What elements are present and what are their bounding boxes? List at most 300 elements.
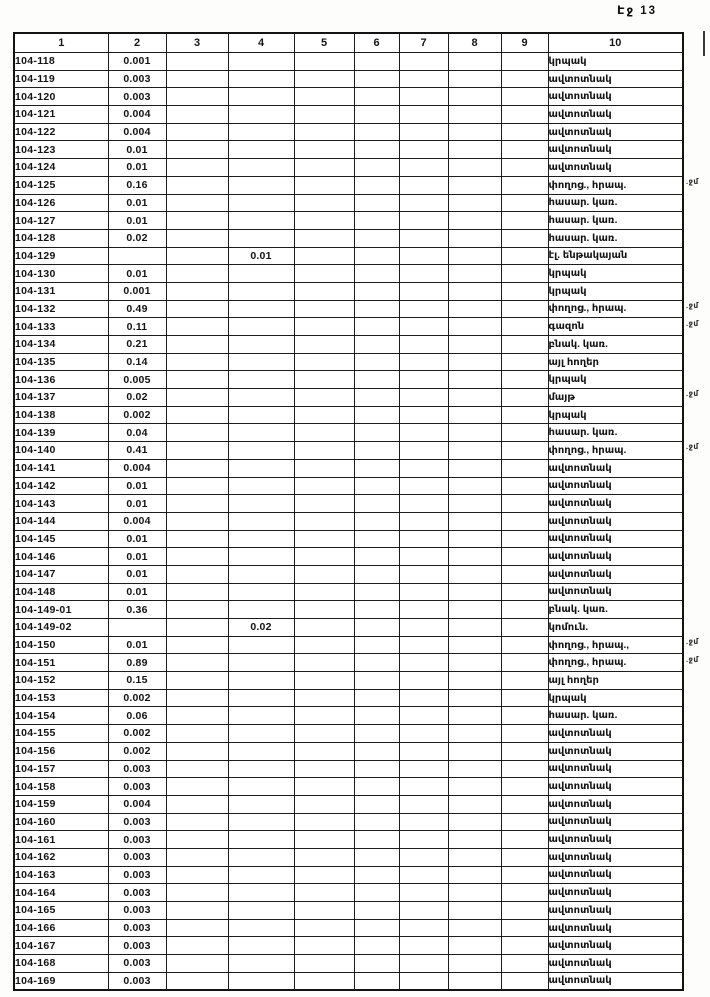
empty-cell xyxy=(399,282,448,300)
table-row xyxy=(14,442,683,460)
empty-cell xyxy=(501,884,548,902)
secondary-area-cell xyxy=(228,601,294,619)
empty-cell xyxy=(294,212,354,230)
empty-cell xyxy=(448,672,501,690)
table-row xyxy=(14,70,683,88)
empty-cell xyxy=(294,707,354,725)
parcel-id-cell: 104-154 xyxy=(14,707,108,725)
empty-cell xyxy=(448,159,501,177)
empty-cell xyxy=(399,495,448,513)
empty-cell xyxy=(354,353,399,371)
empty-cell xyxy=(501,583,548,601)
area-cell: 0.004 xyxy=(108,123,166,141)
empty-cell xyxy=(354,371,399,389)
empty-cell xyxy=(354,619,399,637)
empty-cell xyxy=(399,689,448,707)
parcel-id-cell: 104-125 xyxy=(14,176,108,194)
area-cell: 0.01 xyxy=(108,159,166,177)
empty-cell xyxy=(166,689,228,707)
empty-cell xyxy=(448,212,501,230)
empty-cell xyxy=(501,318,548,336)
empty-cell xyxy=(166,955,228,973)
empty-cell xyxy=(501,459,548,477)
secondary-area-cell xyxy=(228,123,294,141)
land-use-cell: ավտոտնակ xyxy=(548,565,683,583)
table-row xyxy=(14,477,683,495)
empty-cell xyxy=(448,229,501,247)
empty-cell xyxy=(294,389,354,407)
parcel-id-cell: 104-135 xyxy=(14,353,108,371)
area-cell: 0.003 xyxy=(108,866,166,884)
land-use-cell: հասար. կառ. xyxy=(548,229,683,247)
table-row xyxy=(14,265,683,283)
empty-cell xyxy=(448,459,501,477)
parcel-id-cell: 104-128 xyxy=(14,229,108,247)
empty-cell xyxy=(166,619,228,637)
empty-cell xyxy=(399,548,448,566)
empty-cell xyxy=(501,689,548,707)
table-row xyxy=(14,831,683,849)
empty-cell xyxy=(501,265,548,283)
empty-cell xyxy=(501,406,548,424)
table-row xyxy=(14,813,683,831)
empty-cell xyxy=(448,300,501,318)
empty-cell xyxy=(294,760,354,778)
parcel-id-cell: 104-127 xyxy=(14,212,108,230)
empty-cell xyxy=(294,654,354,672)
empty-cell xyxy=(166,371,228,389)
land-use-cell: հասար. կառ. xyxy=(548,707,683,725)
secondary-area-cell xyxy=(228,848,294,866)
empty-cell xyxy=(399,902,448,920)
empty-cell xyxy=(354,265,399,283)
land-use-cell: ավտոտնակ xyxy=(548,141,683,159)
empty-cell xyxy=(354,548,399,566)
empty-cell xyxy=(294,937,354,955)
land-use-cell: բնակ. կառ. xyxy=(548,601,683,619)
secondary-area-cell xyxy=(228,212,294,230)
empty-cell xyxy=(448,548,501,566)
land-use-cell: ավտոտնակ xyxy=(548,955,683,973)
empty-cell xyxy=(354,406,399,424)
empty-cell xyxy=(354,848,399,866)
area-cell: 0.003 xyxy=(108,884,166,902)
empty-cell xyxy=(294,955,354,973)
parcel-id-cell: 104-136 xyxy=(14,371,108,389)
empty-cell xyxy=(166,831,228,849)
area-cell: 0.005 xyxy=(108,371,166,389)
table-row xyxy=(14,565,683,583)
empty-cell xyxy=(501,300,548,318)
empty-cell xyxy=(294,548,354,566)
empty-cell xyxy=(399,406,448,424)
parcel-id-cell: 104-153 xyxy=(14,689,108,707)
empty-cell xyxy=(354,742,399,760)
parcel-id-cell: 104-148 xyxy=(14,583,108,601)
area-cell: 0.01 xyxy=(108,477,166,495)
table-row xyxy=(14,884,683,902)
area-cell: 0.01 xyxy=(108,194,166,212)
table-row xyxy=(14,583,683,601)
table-row xyxy=(14,123,683,141)
land-use-cell: ավտոտնակ xyxy=(548,530,683,548)
land-use-cell: ավտոտնակ xyxy=(548,760,683,778)
parcel-id-cell: 104-159 xyxy=(14,795,108,813)
empty-cell xyxy=(501,707,548,725)
empty-cell xyxy=(294,619,354,637)
empty-cell xyxy=(501,866,548,884)
area-cell: 0.89 xyxy=(108,654,166,672)
land-use-cell: ավտոտնակ xyxy=(548,70,683,88)
margin-note: .ջմ xyxy=(686,637,699,647)
land-use-cell: կրպակ xyxy=(548,406,683,424)
empty-cell xyxy=(166,742,228,760)
empty-cell xyxy=(448,795,501,813)
empty-cell xyxy=(448,530,501,548)
empty-cell xyxy=(354,194,399,212)
empty-cell xyxy=(399,707,448,725)
land-use-cell: կոմուն. xyxy=(548,619,683,637)
parcel-id-cell: 104-121 xyxy=(14,106,108,124)
empty-cell xyxy=(399,742,448,760)
secondary-area-cell xyxy=(228,88,294,106)
empty-cell xyxy=(399,424,448,442)
empty-cell xyxy=(399,619,448,637)
empty-cell xyxy=(166,318,228,336)
secondary-area-cell xyxy=(228,442,294,460)
empty-cell xyxy=(448,919,501,937)
empty-cell xyxy=(294,176,354,194)
area-cell: 0.002 xyxy=(108,689,166,707)
empty-cell xyxy=(166,672,228,690)
table-header-row xyxy=(14,33,683,53)
table-row xyxy=(14,106,683,124)
margin-note: .ջմ xyxy=(686,300,699,310)
parcel-id-cell: 104-130 xyxy=(14,265,108,283)
area-cell: 0.06 xyxy=(108,707,166,725)
land-register-table xyxy=(13,32,684,991)
land-use-cell: փողոց., հրապ. xyxy=(548,654,683,672)
area-cell: 0.003 xyxy=(108,848,166,866)
secondary-area-cell xyxy=(228,866,294,884)
empty-cell xyxy=(399,760,448,778)
area-cell: 0.003 xyxy=(108,919,166,937)
empty-cell xyxy=(354,282,399,300)
empty-cell xyxy=(448,353,501,371)
empty-cell xyxy=(166,282,228,300)
empty-cell xyxy=(501,760,548,778)
empty-cell xyxy=(354,955,399,973)
area-cell: 0.01 xyxy=(108,530,166,548)
table-row xyxy=(14,654,683,672)
empty-cell xyxy=(294,141,354,159)
secondary-area-cell xyxy=(228,53,294,71)
empty-cell xyxy=(354,919,399,937)
empty-cell xyxy=(501,159,548,177)
land-use-cell: ավտոտնակ xyxy=(548,123,683,141)
empty-cell xyxy=(166,813,228,831)
parcel-id-cell: 104-151 xyxy=(14,654,108,672)
empty-cell xyxy=(501,848,548,866)
parcel-id-cell: 104-123 xyxy=(14,141,108,159)
secondary-area-cell xyxy=(228,530,294,548)
empty-cell xyxy=(448,141,501,159)
table-row xyxy=(14,848,683,866)
empty-cell xyxy=(166,70,228,88)
empty-cell xyxy=(294,229,354,247)
land-use-cell: ավտոտնակ xyxy=(548,159,683,177)
secondary-area-cell xyxy=(228,229,294,247)
table-row xyxy=(14,141,683,159)
area-cell: 0.003 xyxy=(108,902,166,920)
empty-cell xyxy=(166,194,228,212)
land-use-cell: ավտոտնակ xyxy=(548,795,683,813)
empty-cell xyxy=(294,318,354,336)
empty-cell xyxy=(354,583,399,601)
empty-cell xyxy=(448,336,501,354)
secondary-area-cell xyxy=(228,636,294,654)
parcel-id-cell: 104-155 xyxy=(14,725,108,743)
empty-cell xyxy=(294,919,354,937)
empty-cell xyxy=(294,742,354,760)
empty-cell xyxy=(294,106,354,124)
table-row xyxy=(14,194,683,212)
empty-cell xyxy=(399,229,448,247)
empty-cell xyxy=(166,937,228,955)
empty-cell xyxy=(501,371,548,389)
area-cell: 0.004 xyxy=(108,106,166,124)
secondary-area-cell: 0.02 xyxy=(228,619,294,637)
area-cell: 0.003 xyxy=(108,760,166,778)
area-cell: 0.004 xyxy=(108,795,166,813)
empty-cell xyxy=(501,247,548,265)
parcel-id-cell: 104-164 xyxy=(14,884,108,902)
empty-cell xyxy=(294,778,354,796)
empty-cell xyxy=(448,689,501,707)
empty-cell xyxy=(399,937,448,955)
empty-cell xyxy=(501,937,548,955)
empty-cell xyxy=(399,53,448,71)
empty-cell xyxy=(354,672,399,690)
secondary-area-cell: 0.01 xyxy=(228,247,294,265)
empty-cell xyxy=(448,601,501,619)
land-use-cell: այլ հողեր xyxy=(548,353,683,371)
table-row xyxy=(14,406,683,424)
area-cell: 0.003 xyxy=(108,813,166,831)
area-cell: 0.003 xyxy=(108,937,166,955)
secondary-area-cell xyxy=(228,742,294,760)
empty-cell xyxy=(166,477,228,495)
empty-cell xyxy=(294,795,354,813)
empty-cell xyxy=(354,318,399,336)
empty-cell xyxy=(354,707,399,725)
empty-cell xyxy=(501,672,548,690)
empty-cell xyxy=(448,389,501,407)
empty-cell xyxy=(448,654,501,672)
empty-cell xyxy=(448,760,501,778)
empty-cell xyxy=(166,53,228,71)
empty-cell xyxy=(448,565,501,583)
parcel-id-cell: 104-132 xyxy=(14,300,108,318)
table-row xyxy=(14,919,683,937)
area-cell: 0.004 xyxy=(108,459,166,477)
area-cell: 0.16 xyxy=(108,176,166,194)
column-header-3: 3 xyxy=(166,33,228,53)
land-use-cell: փողոց., հրապ., xyxy=(548,636,683,654)
table-row xyxy=(14,247,683,265)
empty-cell xyxy=(399,247,448,265)
column-header-2: 2 xyxy=(108,33,166,53)
table-row xyxy=(14,318,683,336)
parcel-id-cell: 104-124 xyxy=(14,159,108,177)
land-use-cell: կրպակ xyxy=(548,265,683,283)
table-row xyxy=(14,159,683,177)
land-use-cell: հասար. կառ. xyxy=(548,424,683,442)
parcel-id-cell: 104-134 xyxy=(14,336,108,354)
area-cell: 0.21 xyxy=(108,336,166,354)
empty-cell xyxy=(399,300,448,318)
parcel-id-cell: 104-161 xyxy=(14,831,108,849)
empty-cell xyxy=(399,459,448,477)
empty-cell xyxy=(354,831,399,849)
empty-cell xyxy=(399,955,448,973)
empty-cell xyxy=(501,70,548,88)
empty-cell xyxy=(399,636,448,654)
land-use-cell: ավտոտնակ xyxy=(548,88,683,106)
parcel-id-cell: 104-147 xyxy=(14,565,108,583)
empty-cell xyxy=(294,88,354,106)
table-row xyxy=(14,902,683,920)
empty-cell xyxy=(166,778,228,796)
land-use-cell: ավտոտնակ xyxy=(548,884,683,902)
empty-cell xyxy=(399,795,448,813)
empty-cell xyxy=(166,707,228,725)
table-row xyxy=(14,212,683,230)
land-use-cell: ավտոտնակ xyxy=(548,831,683,849)
secondary-area-cell xyxy=(228,884,294,902)
empty-cell xyxy=(294,194,354,212)
empty-cell xyxy=(294,902,354,920)
parcel-id-cell: 104-168 xyxy=(14,955,108,973)
empty-cell xyxy=(294,265,354,283)
area-cell: 0.11 xyxy=(108,318,166,336)
empty-cell xyxy=(354,389,399,407)
table-row xyxy=(14,512,683,530)
area-cell: 0.01 xyxy=(108,583,166,601)
empty-cell xyxy=(501,389,548,407)
empty-cell xyxy=(399,725,448,743)
margin-note: .ջմ xyxy=(686,176,699,186)
empty-cell xyxy=(354,654,399,672)
empty-cell xyxy=(166,265,228,283)
parcel-id-cell: 104-150 xyxy=(14,636,108,654)
empty-cell xyxy=(399,159,448,177)
area-cell: 0.15 xyxy=(108,672,166,690)
table-row xyxy=(14,176,683,194)
secondary-area-cell xyxy=(228,371,294,389)
land-use-cell: ավտոտնակ xyxy=(548,919,683,937)
empty-cell xyxy=(166,389,228,407)
empty-cell xyxy=(448,477,501,495)
empty-cell xyxy=(448,406,501,424)
table-row xyxy=(14,53,683,71)
secondary-area-cell xyxy=(228,672,294,690)
empty-cell xyxy=(294,689,354,707)
empty-cell xyxy=(354,88,399,106)
empty-cell xyxy=(294,831,354,849)
empty-cell xyxy=(399,583,448,601)
area-cell: 0.004 xyxy=(108,512,166,530)
empty-cell xyxy=(399,813,448,831)
table-row xyxy=(14,459,683,477)
empty-cell xyxy=(354,972,399,990)
parcel-id-cell: 104-126 xyxy=(14,194,108,212)
empty-cell xyxy=(166,459,228,477)
table-row xyxy=(14,866,683,884)
empty-cell xyxy=(354,795,399,813)
empty-cell xyxy=(354,530,399,548)
table-row xyxy=(14,495,683,513)
empty-cell xyxy=(448,176,501,194)
land-use-cell: կրպակ xyxy=(548,371,683,389)
empty-cell xyxy=(501,654,548,672)
empty-cell xyxy=(354,300,399,318)
table-row xyxy=(14,229,683,247)
empty-cell xyxy=(166,495,228,513)
empty-cell xyxy=(166,636,228,654)
secondary-area-cell xyxy=(228,424,294,442)
secondary-area-cell xyxy=(228,300,294,318)
land-use-cell: բնակ. կառ. xyxy=(548,336,683,354)
empty-cell xyxy=(501,229,548,247)
area-cell: 0.003 xyxy=(108,70,166,88)
parcel-id-cell: 104-129 xyxy=(14,247,108,265)
empty-cell xyxy=(294,495,354,513)
empty-cell xyxy=(294,70,354,88)
table-row xyxy=(14,300,683,318)
table-row xyxy=(14,760,683,778)
parcel-id-cell: 104-120 xyxy=(14,88,108,106)
table-row xyxy=(14,88,683,106)
secondary-area-cell xyxy=(228,760,294,778)
empty-cell xyxy=(399,442,448,460)
parcel-id-cell: 104-138 xyxy=(14,406,108,424)
empty-cell xyxy=(294,565,354,583)
empty-cell xyxy=(294,336,354,354)
margin-note: .ջմ xyxy=(686,389,699,399)
table-row xyxy=(14,530,683,548)
land-use-cell: ավտոտնակ xyxy=(548,937,683,955)
empty-cell xyxy=(166,159,228,177)
empty-cell xyxy=(354,565,399,583)
secondary-area-cell xyxy=(228,707,294,725)
area-cell: 0.01 xyxy=(108,636,166,654)
table-row xyxy=(14,636,683,654)
parcel-id-cell: 104-141 xyxy=(14,459,108,477)
empty-cell xyxy=(399,972,448,990)
empty-cell xyxy=(399,601,448,619)
parcel-id-cell: 104-133 xyxy=(14,318,108,336)
secondary-area-cell xyxy=(228,141,294,159)
secondary-area-cell xyxy=(228,689,294,707)
area-cell: 0.003 xyxy=(108,972,166,990)
empty-cell xyxy=(399,212,448,230)
empty-cell xyxy=(399,106,448,124)
empty-cell xyxy=(501,813,548,831)
parcel-id-cell: 104-158 xyxy=(14,778,108,796)
secondary-area-cell xyxy=(228,565,294,583)
empty-cell xyxy=(294,282,354,300)
